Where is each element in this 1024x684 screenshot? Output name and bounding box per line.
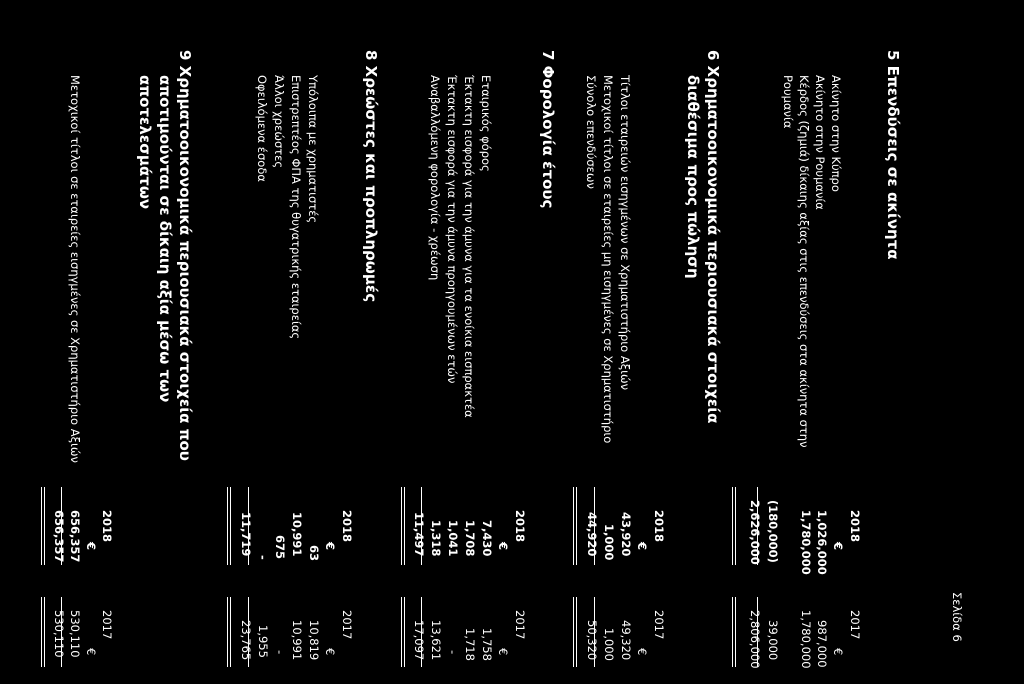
section-6-year-2017: 2017 (652, 610, 666, 640)
total-double-rule (735, 487, 736, 565)
section-8-row-label: Άλλοι χρεώστες (272, 75, 286, 169)
section-6-currency-2017: € (635, 648, 649, 656)
section-7-row-label: Έκτακτη εισφορά για την άμυνα προηγουμένων ετών (445, 75, 459, 384)
section-7-heading: 7 Φορολογία έτους (539, 50, 557, 209)
section-8-value-2018: 10,991 (290, 512, 304, 557)
section-8-total-2017: 23,765 (239, 620, 253, 661)
section-5-value-2018: 1,780,000 (799, 510, 813, 575)
section-7-year-2017: 2017 (513, 610, 527, 640)
total-double-rule (227, 487, 228, 565)
section-9-currency-2018: € (84, 542, 98, 551)
section-5-value-2017: 987,000 (815, 620, 829, 668)
total-double-rule (732, 487, 733, 565)
section-8-row-label: Επιστρεπτέος ΦΠΑ της θυγατρικής εταιρείας (289, 75, 303, 340)
section-9-year-2017: 2017 (100, 610, 114, 640)
section-8-total-2018: 11,719 (239, 512, 253, 557)
section-8-row-label: Οφειλόμενα έσοδα (255, 75, 269, 182)
section-5-value-2017: 1,780,000 (799, 610, 813, 669)
total-double-rule (401, 487, 402, 565)
section-8-value-2017: 10,819 (307, 620, 321, 661)
section-9-row-label: Μετοχικοί τίτλοι σε εταιρείες εισηγμένες σε Χρηματιστήριο Αξιών (68, 75, 82, 463)
section-6-value-2017: 1,000 (602, 628, 616, 661)
total-double-rule (41, 487, 42, 565)
total-double-rule (573, 597, 574, 667)
section-5-row-label: Ρουμανία (781, 75, 795, 129)
section-5-currency-2018: € (831, 542, 845, 551)
total-double-rule (404, 487, 405, 565)
section-7-value-2018: 1,041 (446, 520, 460, 557)
total-double-rule (41, 597, 42, 667)
section-6-row-label: Μετοχικοί τίτλοι σε εταιρείες μη εισηγμένες σε Χρηματιστήριο (601, 75, 615, 444)
section-7-total-2018: 11,497 (412, 512, 426, 557)
section-7-value-2017: 1,758 (480, 628, 494, 661)
section-8-value-2018: 63 (307, 545, 321, 562)
total-double-rule (230, 597, 231, 667)
section-8-value-2017: 10,991 (290, 620, 304, 661)
section-6-currency-2018: € (635, 542, 649, 551)
section-5-currency-2017: € (831, 648, 845, 656)
section-8-row-label: Υπόλοιπα με χρηματιστές (306, 75, 320, 224)
total-double-rule (230, 487, 231, 565)
section-5-value-2018: (180,000) (766, 500, 780, 563)
total-double-rule (401, 597, 402, 667)
section-8-currency-2017: € (323, 648, 337, 656)
section-7-value-2018: 1,708 (463, 520, 477, 557)
page-number: Σελίδα 6 (950, 592, 964, 642)
section-6-heading: 6 Χρηματοοικονομικά περιουσιακά στοιχεία (704, 50, 722, 424)
section-8-value-2017: - (273, 650, 287, 655)
section-7-row-label: Έκτακτη εισφορά για την άμυνα για τα ενοίκια εισπρακτέα (462, 75, 476, 418)
section-9-total-2017: 530,110 (52, 610, 66, 658)
section-6-value-2017: 49,320 (619, 620, 633, 661)
section-8-value-2018: - (256, 555, 270, 560)
section-6-heading: διαθέσιμα προς πώληση (684, 75, 702, 279)
section-9-value-2018: 656,357 (68, 510, 82, 563)
section-8-year-2017: 2017 (340, 610, 354, 640)
total-double-rule (404, 597, 405, 667)
section-9-year-2018: 2018 (100, 510, 114, 543)
section-7-row-label: Εταιρικός φόρος (479, 75, 493, 172)
section-6-row-label: Τίτλοι εταιρειών εισηγμένων σε Χρηματιστήριο Αξιών (618, 75, 632, 391)
section-5-row-label: Ακίνητο στην Ρουμανία (813, 75, 827, 210)
section-6-year-2018: 2018 (652, 510, 666, 543)
section-7-currency-2018: € (496, 542, 510, 551)
section-7-year-2018: 2018 (513, 510, 527, 543)
section-6-value-2018: 43,920 (619, 512, 633, 557)
section-6-value-2018: 1,000 (602, 524, 616, 561)
section-6-total-2017: 50,320 (585, 620, 599, 661)
section-9-heading: 9 Χρηματοοικονομικά περιουσιακά στοιχεία που (176, 50, 194, 461)
section-6-row-label: Σύνολο επενδύσεων (584, 75, 598, 189)
section-5-row-label: Ακίνητο στην Κύπρο (829, 75, 843, 192)
total-double-rule (44, 487, 45, 565)
section-8-currency-2018: € (323, 542, 337, 551)
section-5-total-2017: 2,806,000 (748, 610, 762, 669)
section-9-total-2018: 656,357 (52, 510, 66, 563)
section-5-heading: 5 Επενδύσεις σε ακίνητα (884, 50, 902, 260)
section-8-year-2018: 2018 (340, 510, 354, 543)
section-5-row-label: Κέρδος (ζημιά) δίκαιης αξίας στις επενδύσεις στα ακίνητα στην (797, 75, 811, 448)
section-7-total-2017: 17,097 (412, 620, 426, 661)
section-7-value-2017: 1,718 (463, 628, 477, 661)
section-5-year-2017: 2017 (848, 610, 862, 640)
section-8-value-2018: 675 (273, 535, 287, 560)
section-5-year-2018: 2018 (848, 510, 862, 543)
section-5-total-2018: 2,626,000 (748, 500, 762, 565)
section-7-row-label: Αναβαλλόμενη φορολογία - χρέωση (428, 75, 442, 281)
section-7-currency-2017: € (496, 648, 510, 656)
section-9-heading: αποτελεσμάτων (136, 75, 154, 210)
section-9-value-2017: 530,110 (68, 610, 82, 658)
total-double-rule (576, 597, 577, 667)
total-double-rule (227, 597, 228, 667)
total-double-rule (576, 487, 577, 565)
section-7-value-2017: 13,621 (429, 620, 443, 661)
total-double-rule (573, 487, 574, 565)
section-8-value-2017: 1,955 (256, 625, 270, 658)
total-double-rule (732, 597, 733, 667)
total-double-rule (735, 597, 736, 667)
section-8-heading: 8 Χρεώστες και προπληρωμές (362, 50, 380, 303)
section-6-total-2018: 44,920 (585, 512, 599, 557)
section-7-value-2018: 7,430 (480, 520, 494, 557)
section-7-value-2017: - (446, 650, 460, 655)
section-9-currency-2017: € (84, 648, 98, 656)
section-5-value-2017: 39,000 (766, 620, 780, 661)
total-double-rule (44, 597, 45, 667)
section-7-value-2018: 1,318 (429, 520, 443, 557)
section-5-value-2018: 1,026,000 (815, 510, 829, 575)
section-9-heading: αποτιμούνται σε δίκαιη αξία μέσω των (156, 75, 174, 403)
